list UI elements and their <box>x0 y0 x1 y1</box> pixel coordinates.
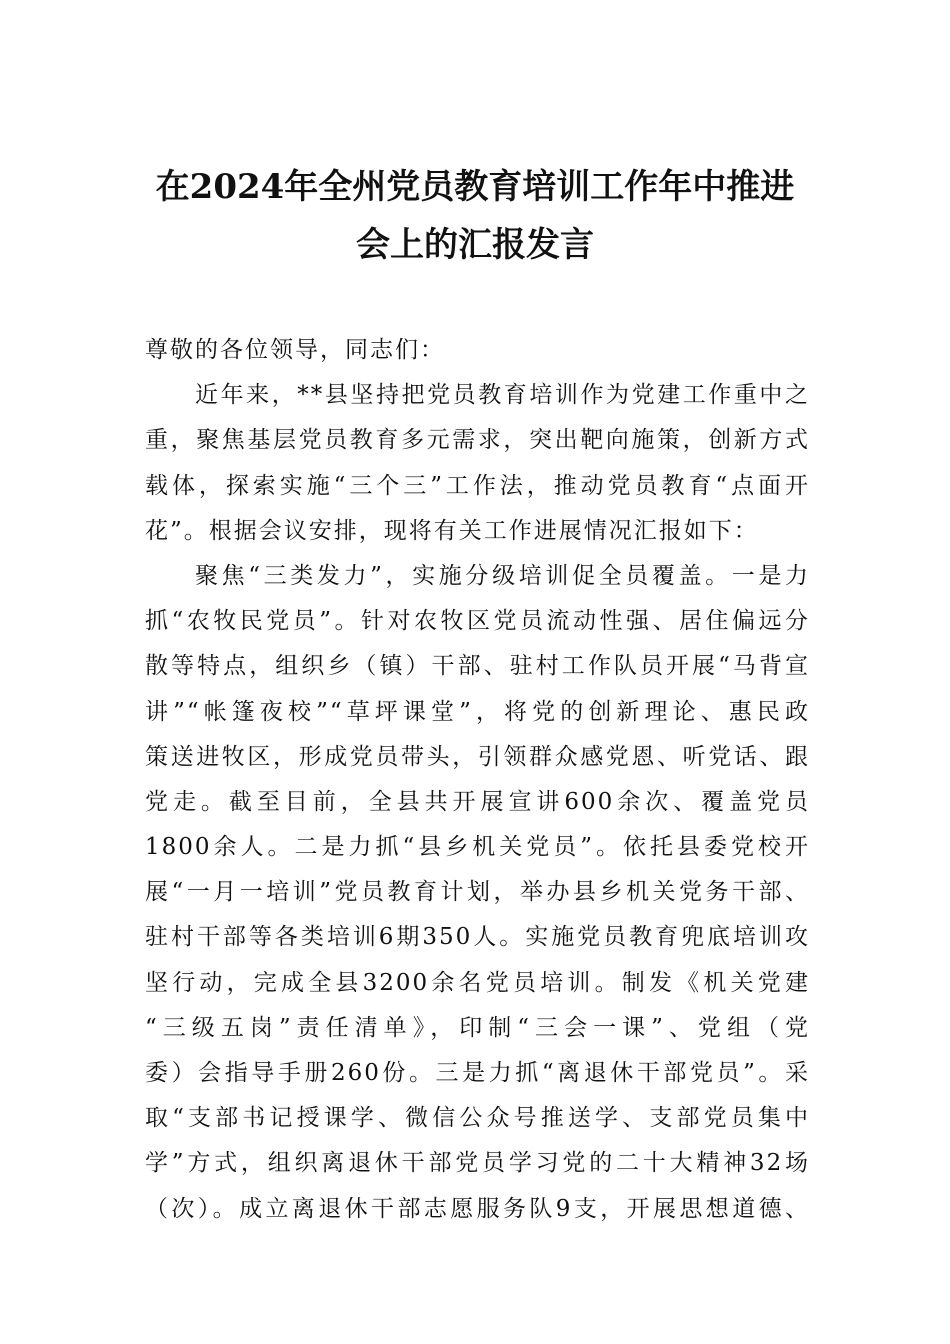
paragraph-line: 重，聚焦基层党员教育多元需求，突出靶向施策，创新方式 <box>145 427 810 454</box>
paragraph-line: 花”。根据会议安排，现将有关工作进展情况汇报如下： <box>145 517 759 544</box>
paragraph-line: 策送进牧区，形成党员带头，引领群众感党恩、听党话、跟 <box>145 743 810 770</box>
paragraph-line: 驻村干部等各类培训6期350人。实施党员教育兜底培训攻 <box>145 924 810 951</box>
salutation: 尊敬的各位领导，同志们： <box>145 337 445 363</box>
paragraph-line: 展“一月一培训”党员教育计划，举办县乡机关党务干部、 <box>145 879 810 906</box>
paragraph-line: 学”方式，组织离退休干部党员学习党的二十大精神32场 <box>145 1150 810 1177</box>
title-line-2: 会上的汇报发言 <box>356 225 594 265</box>
paragraph-line: 党走。截至目前，全县共开展宣讲600余次、覆盖党员 <box>145 788 810 815</box>
document-body <box>145 328 810 1232</box>
paragraph-line: 坚行动，完成全县3200余名党员培训。制发《机关党建 <box>145 969 810 996</box>
paragraph-line: 抓“农牧民党员”。针对农牧区党员流动性强、居住偏远分 <box>145 608 810 635</box>
paragraph-line: 载体，探索实施“三个三”工作法，推动党员教育“点面开 <box>145 472 810 499</box>
paragraph-line: 讲”“帐篷夜校”“草坪课堂”，将党的创新理论、惠民政 <box>145 698 810 725</box>
paragraph-line: 近年来，**县坚持把党员教育培训作为党建工作重中之 <box>195 382 810 409</box>
paragraph-line: 聚焦“三类发力”，实施分级培训促全员覆盖。一是力 <box>195 562 810 589</box>
paragraph-line: 委）会指导手册260份。三是力抓“离退休干部党员”。采 <box>145 1060 810 1087</box>
paragraph-line: （次）。成立离退休干部志愿服务队9支，开展思想道德、 <box>145 1195 810 1222</box>
paragraph-line: 1800余人。二是力抓“县乡机关党员”。依托县委党校开 <box>145 834 810 861</box>
paragraph-line: “三级五岗”责任清单》，印制“三会一课”、党组（党 <box>145 1014 810 1041</box>
paragraph-introduction <box>145 373 810 554</box>
paragraph-line: 取“支部书记授课学、微信公众号推送学、支部党员集中 <box>145 1105 810 1132</box>
title-line-1: 在2024年全州党员教育培训工作年中推进 <box>155 167 795 207</box>
paragraph-line: 散等特点，组织乡（镇）干部、驻村工作队员开展“马背宣 <box>145 653 810 680</box>
document-title <box>120 158 830 274</box>
paragraph-three-types <box>145 554 810 1232</box>
